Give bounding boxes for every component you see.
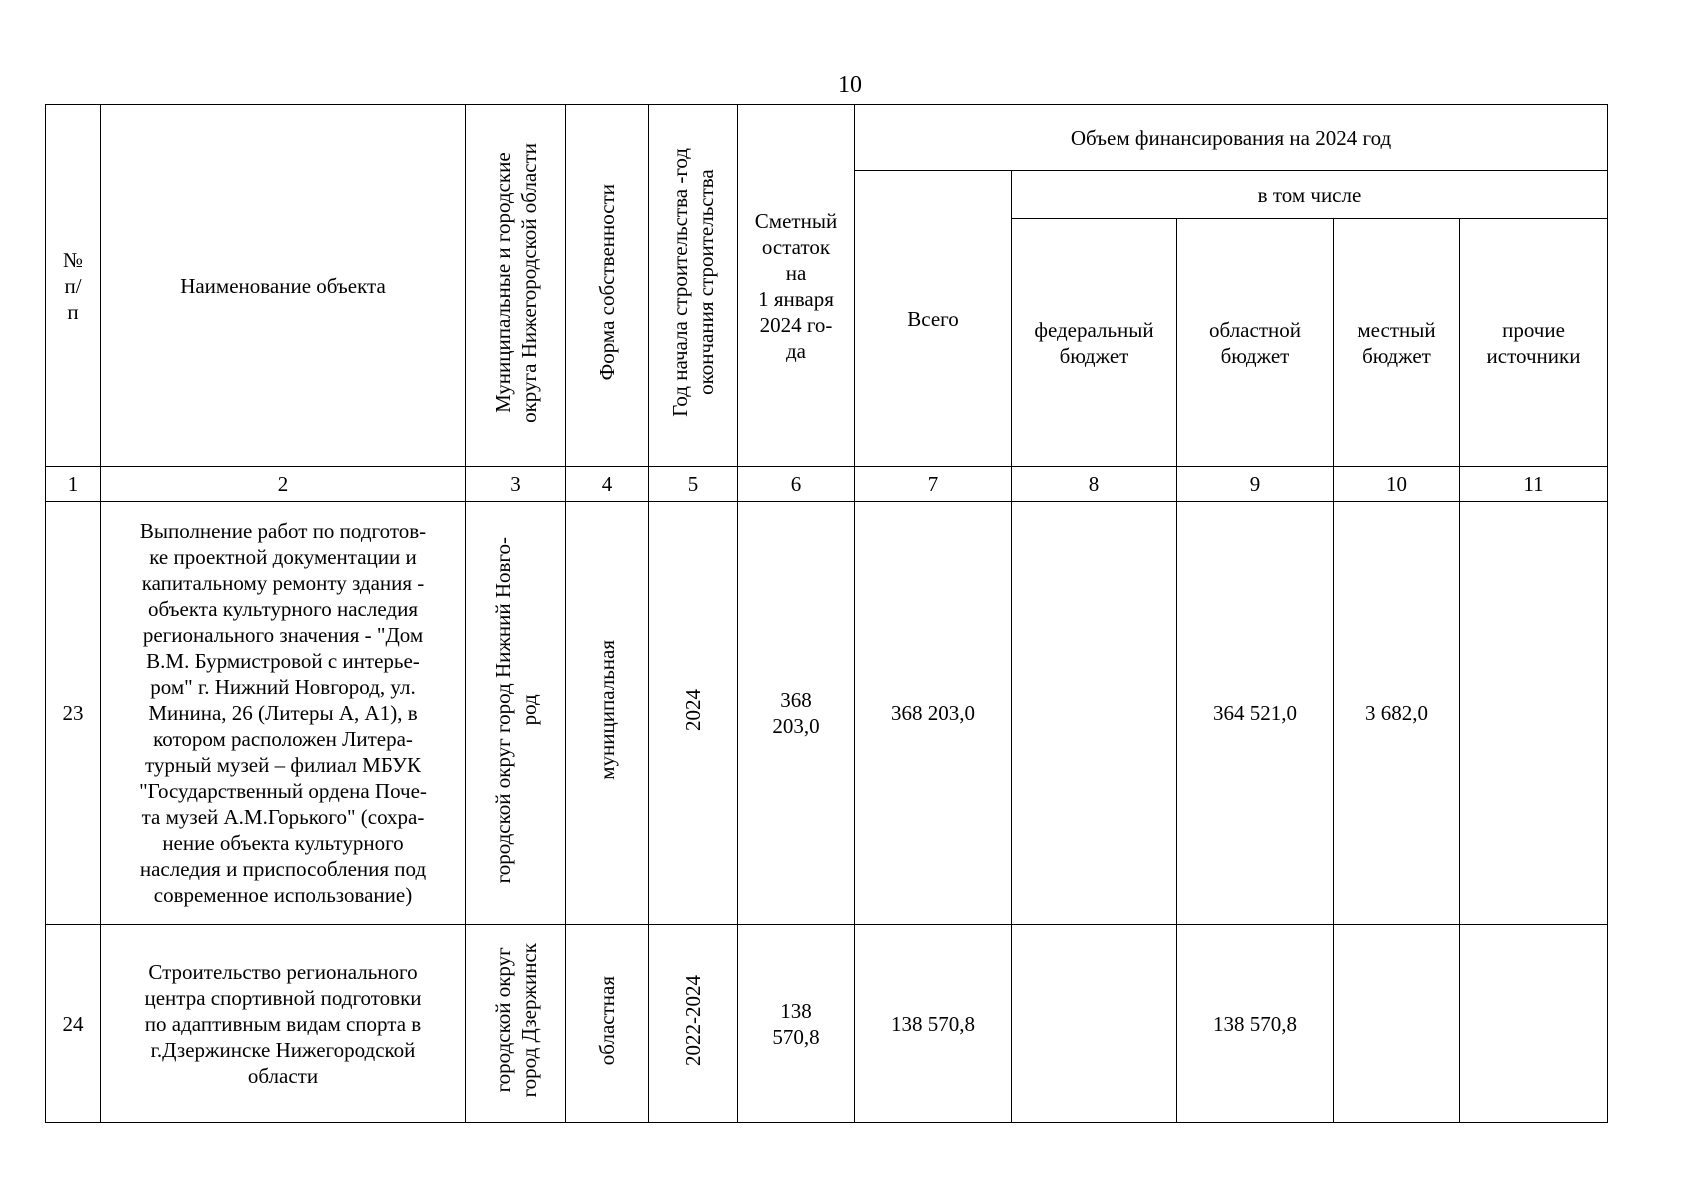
- balance-cell: 138 570,8: [738, 925, 855, 1123]
- years-cell: 2022-2024: [649, 925, 738, 1123]
- financing-table: [45, 104, 1608, 1123]
- header-other-sources: прочие источники: [1460, 219, 1608, 467]
- municipality-cell: городской округ город Дзержинск: [466, 925, 566, 1123]
- column-number: 5: [649, 467, 738, 502]
- regional-cell: 138 570,8: [1177, 925, 1334, 1123]
- column-number: 1: [46, 467, 101, 502]
- table-row: [46, 502, 1608, 925]
- header-estimated-balance: Сметный остаток на 1 января 2024 го- да: [738, 105, 855, 467]
- object-name: Выполнение работ по подготов- ке проектной документации и капитальному ремонту здания - объекта культурного наследия регионального значения - "Дом В.М. Бурмистровой с интерье- ром" г. Нижний Новгород, ул. Минина, 26 (Литеры А, А1), в котором расположен Литера- турный музей – филиал МБУК "Государственный ордена Поче- та музей А.М.Горького" (сохра- нение объекта культурного наследия и приспособления под современное использование): [101, 502, 466, 925]
- header-local-budget: местный бюджет: [1334, 219, 1460, 467]
- years-cell: 2024: [649, 502, 738, 925]
- federal-cell: [1012, 925, 1177, 1123]
- total-cell: 368 203,0: [855, 502, 1012, 925]
- regional-cell: 364 521,0: [1177, 502, 1334, 925]
- header-total: Всего: [855, 171, 1012, 467]
- other-cell: [1460, 502, 1608, 925]
- header-municipality: Муниципальные и городские округа Нижегородской области: [466, 105, 566, 467]
- federal-cell: [1012, 502, 1177, 925]
- balance-cell: 368 203,0: [738, 502, 855, 925]
- other-cell: [1460, 925, 1608, 1123]
- table-row: [46, 925, 1608, 1123]
- header-federal-budget: федеральный бюджет: [1012, 219, 1177, 467]
- header-object-name: Наименование объекта: [101, 105, 466, 467]
- column-number: 10: [1334, 467, 1460, 502]
- column-number: 9: [1177, 467, 1334, 502]
- column-number: 6: [738, 467, 855, 502]
- local-cell: [1334, 925, 1460, 1123]
- column-number: 8: [1012, 467, 1177, 502]
- municipality-cell: городской округ город Нижний Новго- род: [466, 502, 566, 925]
- header-regional-budget: областной бюджет: [1177, 219, 1334, 467]
- column-number: 7: [855, 467, 1012, 502]
- total-cell: 138 570,8: [855, 925, 1012, 1123]
- column-number: 4: [566, 467, 649, 502]
- header-construction-years: Год начала строительства -год окончания строительства: [649, 105, 738, 467]
- header-funding-group: Объем финансирования на 2024 год: [855, 105, 1608, 171]
- header-row-number: № п/ п: [46, 105, 101, 467]
- ownership-cell: областная: [566, 925, 649, 1123]
- row-number: 23: [46, 502, 101, 925]
- page-number: 10: [838, 72, 862, 98]
- row-number: 24: [46, 925, 101, 1123]
- column-number: 2: [101, 467, 466, 502]
- header-ownership: Форма собственности: [566, 105, 649, 467]
- ownership-cell: муниципальная: [566, 502, 649, 925]
- object-name: Строительство регионального центра спортивной подготовки по адаптивным видам спорта в г.Дзержинске Нижегородской области: [101, 925, 466, 1123]
- local-cell: 3 682,0: [1334, 502, 1460, 925]
- column-number: 3: [466, 467, 566, 502]
- header-including: в том числе: [1012, 171, 1608, 219]
- column-number: 11: [1460, 467, 1608, 502]
